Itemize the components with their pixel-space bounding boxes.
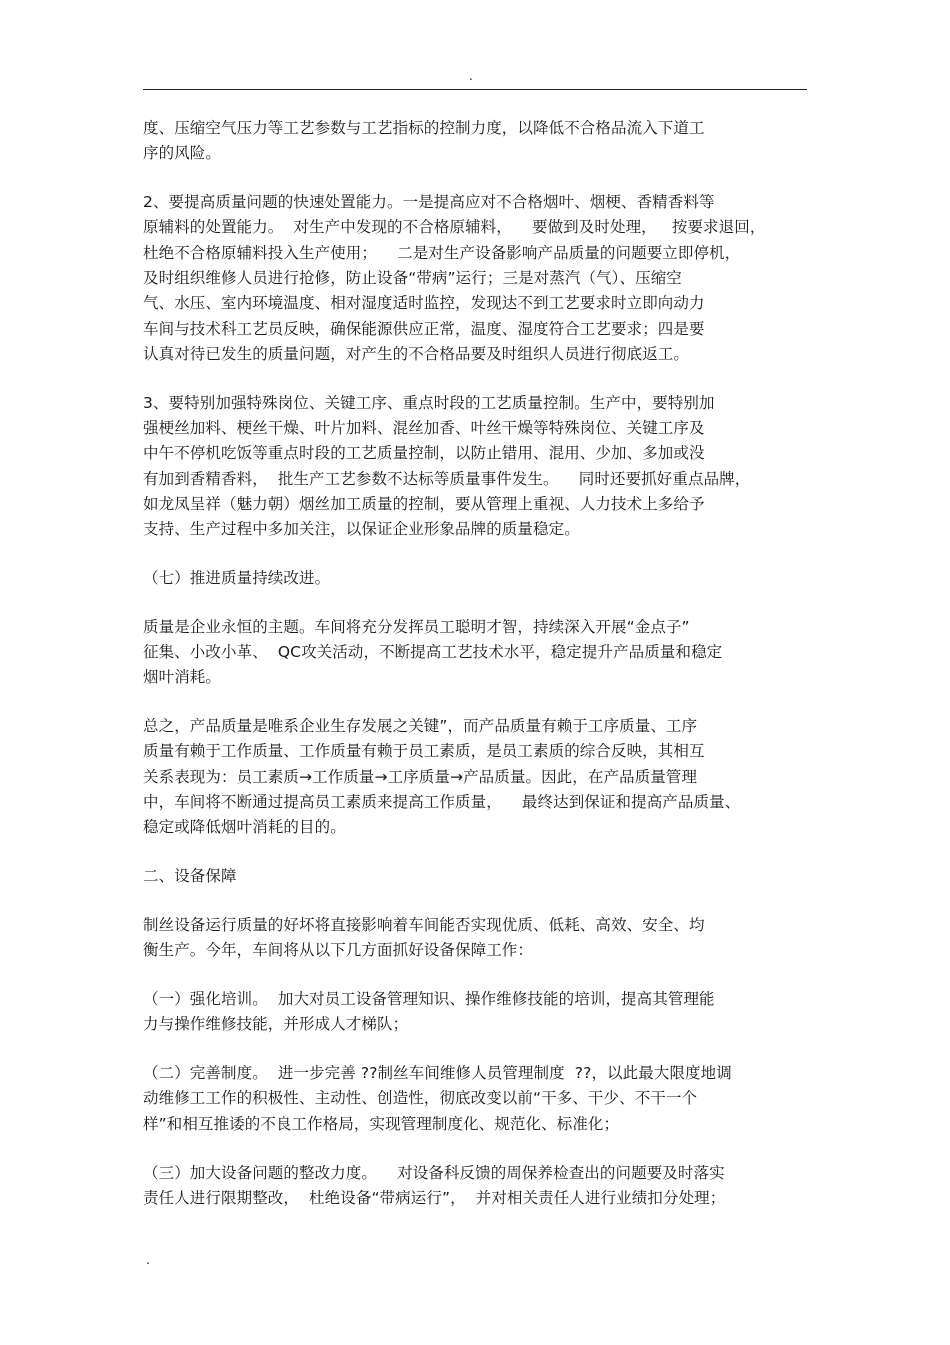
paragraph xyxy=(143,391,823,543)
text-line: 强梗丝加料、梗丝干燥、叶片加料、混丝加香、叶丝干燥等特殊岗位、关键工序及 xyxy=(143,418,705,437)
text-line: 制丝设备运行质量的好坏将直接影响着车间能否实现优质、低耗、高效、安全、均 xyxy=(143,915,705,934)
text-line: （一）强化培训。 加大对员工设备管理知识、操作维修技能的培训，提高其管理能 xyxy=(143,990,715,1009)
text-line: 关系表现为：员工素质→工作质量→工序质量→产品质量。因此，在产品质量管理 xyxy=(143,767,698,786)
paragraph xyxy=(143,615,823,691)
paragraph xyxy=(143,116,823,167)
text-line: 2、要提高质量问题的快速处置能力。一是提高应对不合格烟叶、烟梗、香精香料等 xyxy=(143,193,715,212)
text-line: 有加到香精香料， 批生产工艺参数不达标等质量事件发生。 同时还要抓好重点品牌， xyxy=(143,469,751,488)
text-line: 质量有赖于工作质量、工作质量有赖于员工素质，是员工素质的综合反映，其相互 xyxy=(143,742,705,761)
document-body xyxy=(143,116,823,1235)
text-line: 力与操作维修技能，并形成人才梯队； xyxy=(143,1015,409,1034)
text-line: 气、水压、室内环境温度、相对湿度适时监控，发现达不到工艺要求时立即向动力 xyxy=(143,294,705,313)
text-line: 度、压缩空气压力等工艺参数与工艺指标的控制力度，以降低不合格品流入下道工 xyxy=(143,119,705,137)
text-line: 征集、小改小革、 QC攻关活动，不断提高工艺技术水平，稳定提升产品质量和稳定 xyxy=(143,643,723,662)
text-line: 原辅料的处置能力。 对生产中发现的不合格原辅料， 要做到及时处理， 按要求退回， xyxy=(143,218,766,237)
text-line: 质量是企业永恒的主题。车间将充分发挥员工聪明才智，持续深入开展“金点子” xyxy=(143,617,690,636)
text-line: 认真对待已发生的质量问题，对产生的不合格品要及时组织人员进行彻底返工。 xyxy=(143,344,690,363)
text-line: 支持、生产过程中多加关注，以保证企业形象品牌的质量稳定。 xyxy=(143,520,580,539)
text-line: 二、设备保障 xyxy=(143,867,237,886)
paragraph xyxy=(143,566,823,591)
text-line: 中，车间将不断通过提高员工素质来提高工作质量， 最终达到保证和提高产品质量、 xyxy=(143,793,741,812)
paragraph xyxy=(143,864,823,889)
text-line: 车间与技术科工艺员反映，确保能源供应正常，温度、湿度符合工艺要求；四是要 xyxy=(143,319,705,338)
text-line: 衡生产。今年，车间将从以下几方面抓好设备保障工作： xyxy=(143,941,534,960)
text-line: （三）加大设备问题的整改力度。 对设备科反馈的周保养检查出的问题要及时落实 xyxy=(143,1163,725,1182)
text-line: 中午不停机吃饭等重点时段的工艺质量控制，以防止错用、混用、少加、多加或没 xyxy=(143,444,705,463)
text-line: 动维修工工作的积极性、主动性、创造性，彻底改变以前“干多、干少、不干一个 xyxy=(143,1089,698,1108)
text-line: 总之，产品质量是唯系企业生存发展之关键”，而产品质量有赖于工序质量、工序 xyxy=(143,717,698,736)
text-line: 烟叶消耗。 xyxy=(143,668,222,687)
footer-marker: . xyxy=(146,1253,150,1267)
paragraph xyxy=(143,987,823,1038)
text-line: 样”和相互推诿的不良工作格局，实现管理制度化、规范化、标准化； xyxy=(143,1114,620,1133)
paragraph xyxy=(143,1161,823,1212)
text-line: 杜绝不合格原辅料投入生产使用； 二是对生产设备影响产品质量的问题要立即停机， xyxy=(143,243,741,262)
text-line: 及时组织维修人员进行抢修，防止设备“带病”运行；三是对蒸汽（气）、压缩空 xyxy=(143,268,682,287)
text-line: 稳定或降低烟叶消耗的目的。 xyxy=(143,818,346,837)
text-line: 序的风险。 xyxy=(143,144,222,163)
paragraph xyxy=(143,190,823,367)
header-rule xyxy=(143,89,807,90)
text-line: 责任人进行限期整改， 杜绝设备“带病运行”， 并对相关责任人进行业绩扣分处理； xyxy=(143,1188,726,1207)
text-line: （七）推进质量持续改进。 xyxy=(143,568,331,587)
text-line: 如龙凤呈祥（魅力朝）烟丝加工质量的控制，要从管理上重视、人力技术上多给予 xyxy=(143,494,705,513)
paragraph xyxy=(143,714,823,840)
paragraph xyxy=(143,1061,823,1137)
text-line: 3、要特别加强特殊岗位、关键工序、重点时段的工艺质量控制。生产中，要特别加 xyxy=(143,393,715,412)
text-line: （二）完善制度。 进一步完善 ??制丝车间维修人员管理制度 ??，以此最大限度地调 xyxy=(143,1064,732,1083)
paragraph xyxy=(143,913,823,964)
header-marker: . xyxy=(469,69,473,83)
